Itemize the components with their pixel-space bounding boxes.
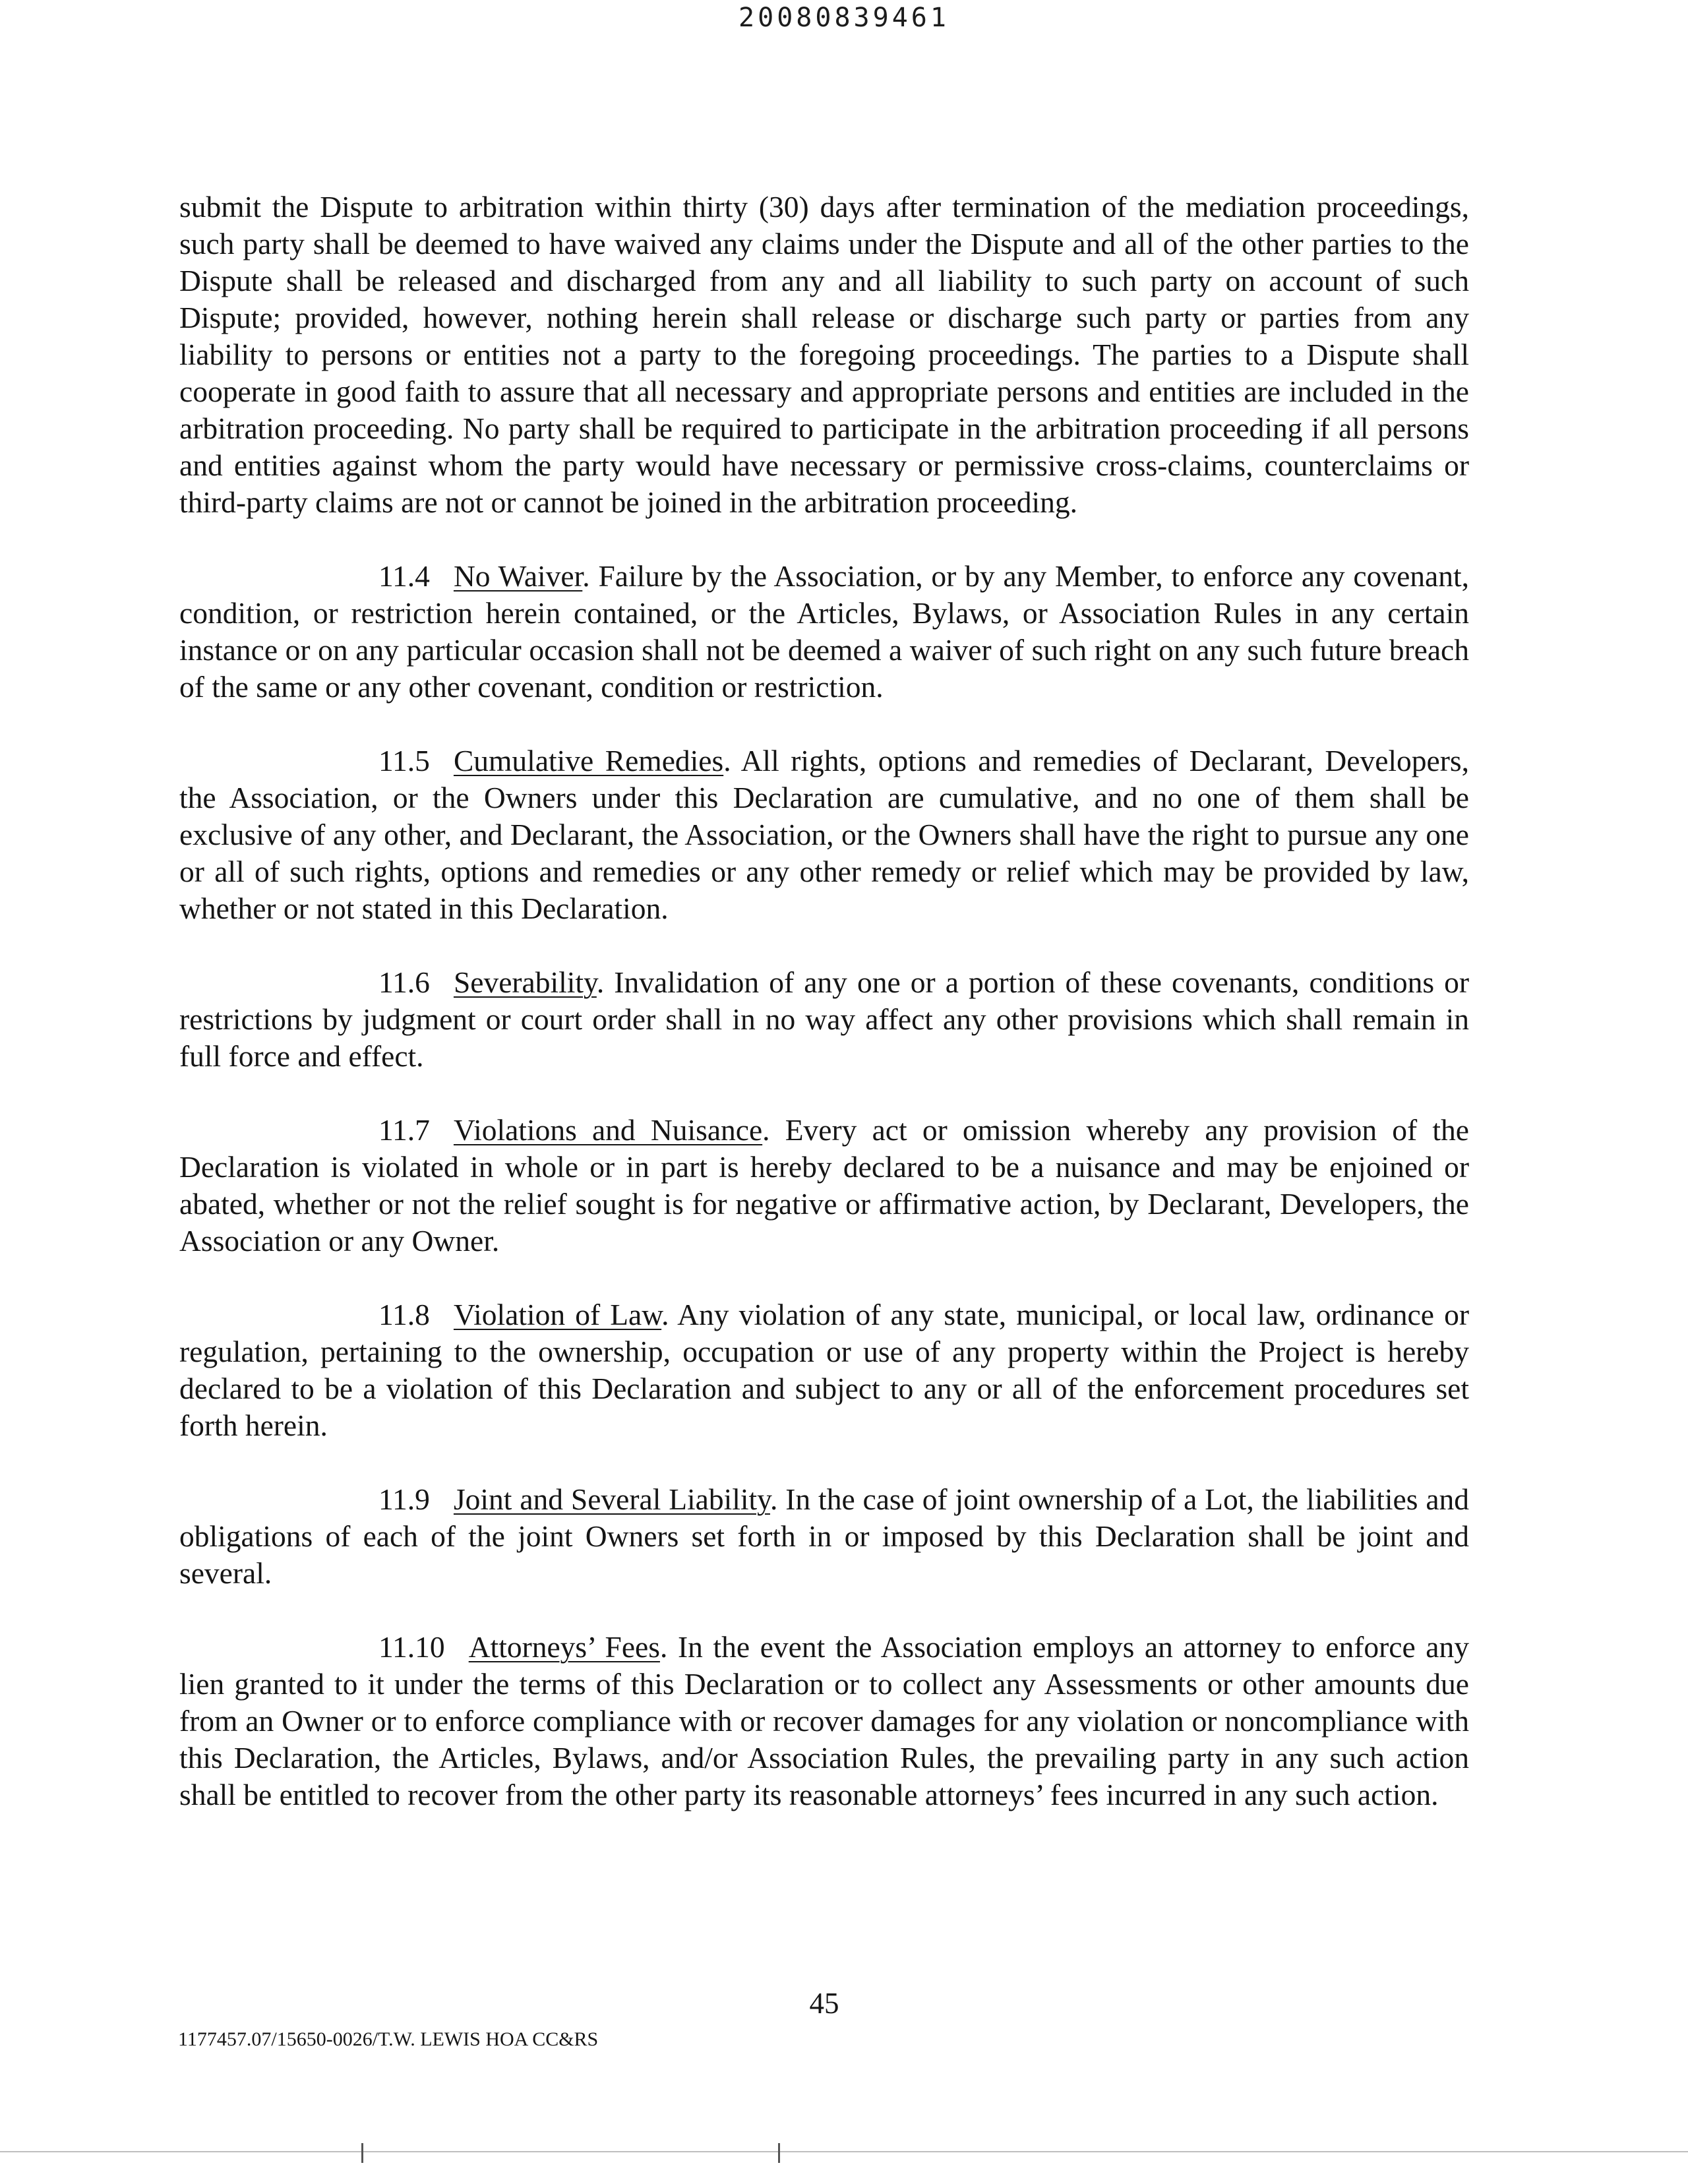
section-11-6 — [179, 964, 1469, 1075]
section-11-7 — [179, 1112, 1469, 1259]
section-heading: Joint and Several Liability — [453, 1482, 770, 1516]
section-number: 11.10 — [378, 1630, 445, 1664]
heading-period: . — [762, 1113, 785, 1147]
heading-period: . — [659, 1630, 678, 1664]
heading-period: . — [582, 559, 599, 593]
recording-number: 20080839461 — [738, 3, 950, 33]
heading-period: . — [723, 744, 741, 777]
section-heading: Violations and Nuisance — [453, 1113, 763, 1147]
heading-period: . — [596, 965, 615, 999]
continued-paragraph: submit the Dispute to arbitration within thirty (30) days after termination of the mediation proceedings, such party shall be deemed to have waived any claims under the Dispute and all of the other parties to the Dispute shall be released and discharged from any and all liability to such party on account of such Dispute; provided, however, nothing herein shall release or discharge such party or parties from any liability to persons or entities not a party to the foregoing proceedings. The parties to a Dispute shall cooperate in good faith to assure that all necessary and appropriate persons and entities are included in the arbitration proceeding. No party shall be required to participate in the arbitration proceeding if all persons and entities against whom the party would have necessary or permissive cross-claims, counterclaims or third-party claims are not or cannot be joined in the arbitration proceeding. — [179, 190, 1469, 519]
document-body — [179, 189, 1469, 1813]
scan-edge-line — [0, 2151, 1688, 2152]
section-number: 11.7 — [378, 1113, 430, 1147]
section-text: In the case of joint ownership of a Lot, the liabilities and obligations of each of the joint Owners set forth in or imposed by this Declaration shall be joint and several. — [179, 1482, 1470, 1590]
scan-mark — [778, 2143, 780, 2163]
section-heading: Cumulative Remedies — [453, 744, 724, 777]
heading-period: . — [769, 1482, 786, 1516]
section-number: 11.5 — [378, 744, 430, 777]
section-11-10 — [179, 1629, 1469, 1813]
section-heading: Violation of Law — [453, 1298, 662, 1331]
section-text: Any violation of any state, municipal, or local law, ordinance or regulation, pertaining to the ownership, occupation or use of any property within the Project is hereby declared to be a violation of this Declaration and subject to any or all of the enforcement procedures set forth herein. — [179, 1298, 1469, 1442]
scan-mark — [361, 2143, 363, 2163]
section-text: In the event the Association employs an attorney to enforce any lien granted to it under the terms of this Declaration or to collect any Assessments or other amounts due from an Owner or to enforce compliance with or recover damages for any violation or noncompliance with this Declaration, the Articles, Bylaws, and/or Association Rules, the prevailing party in any such action shall be entitled to recover from the other party its reasonable attorneys’ fees incurred in any such action. — [179, 1630, 1469, 1811]
section-11-9 — [179, 1481, 1469, 1592]
section-11-5 — [179, 743, 1469, 927]
section-heading: Attorneys’ Fees — [468, 1630, 660, 1664]
section-11-8 — [179, 1296, 1469, 1444]
section-heading: Severability — [453, 965, 597, 999]
section-heading: No Waiver — [453, 559, 583, 593]
section-number: 11.8 — [378, 1298, 430, 1331]
section-number: 11.6 — [378, 965, 430, 999]
section-number: 11.9 — [378, 1482, 430, 1516]
section-11-4 — [179, 558, 1469, 706]
section-text: All rights, options and remedies of Declarant, Developers, the Association, or the Owners under this Declaration are cumulative, and no one of them shall be exclusive of any other, and Declarant, the Association, or the Owners shall have the right to pursue any one or all of such rights, options and remedies or any other remedy or relief which may be provided by law, whether or not stated in this Declaration. — [179, 744, 1469, 925]
section-text: Invalidation of any one or a portion of these covenants, conditions or restrictions by judgment or court order shall in no way affect any other provisions which shall remain in full force and effect. — [179, 965, 1469, 1073]
page-number: 45 — [809, 1987, 839, 2020]
document-footer-id: 1177457.07/15650-0026/T.W. LEWIS HOA CC&RS — [178, 2028, 599, 2050]
section-text: Every act or omission whereby any provision of the Declaration is violated in whole or in part is hereby declared to be a nuisance and may be enjoined or abated, whether or not the relief sought is for negative or affirmative action, by Declarant, Developers, the Association or any Owner. — [179, 1113, 1469, 1258]
section-text: Failure by the Association, or by any Member, to enforce any covenant, condition, or restriction herein contained, or the Articles, Bylaws, or Association Rules in any certain instance or on any particular occasion shall not be deemed a waiver of such right on any such future breach of the same or any other covenant, condition or restriction. — [179, 559, 1470, 704]
heading-period: . — [661, 1298, 678, 1331]
section-number: 11.4 — [378, 559, 430, 593]
